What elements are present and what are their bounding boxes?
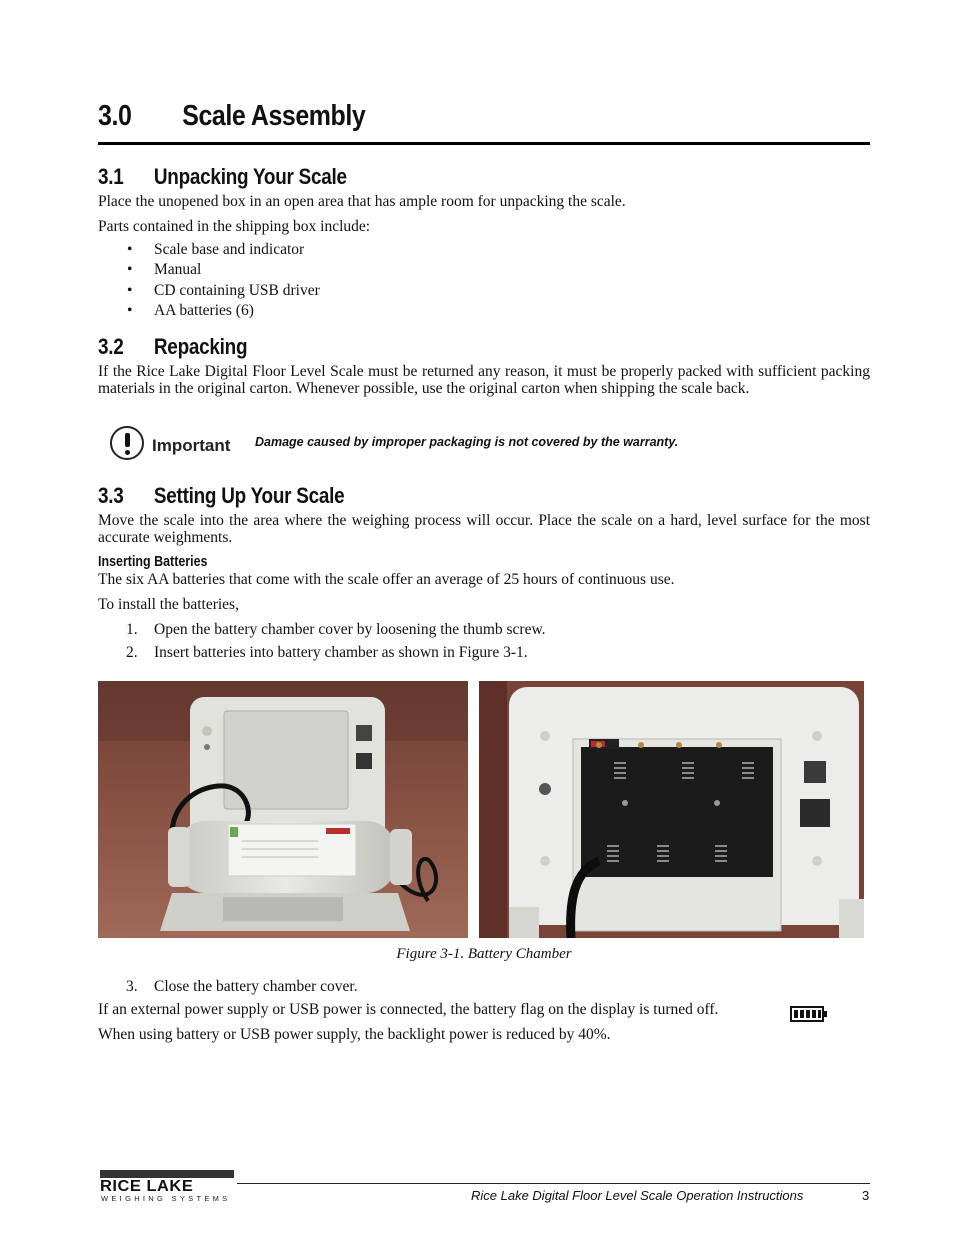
subheading-inserting-batteries: Inserting Batteries [98,554,208,570]
important-label: Important [152,436,231,455]
page-number: 3 [862,1188,870,1203]
step-number: 2. [126,644,138,661]
exclamation-circle-icon [110,426,144,460]
heading-rule [98,142,870,145]
subsection-heading-3-3 [98,483,344,509]
figure-caption: Figure 3-1. Battery Chamber [396,946,572,962]
logo-subtitle: WEIGHING SYSTEMS [101,1194,231,1203]
step-number: 1. [126,621,138,638]
subsection-number: 3.1 [98,164,124,189]
bullet: • [127,261,133,278]
list-item [0,261,954,278]
paragraph: Move the scale into the area where the weighing process will occur. Place the scale on a hard, level surface for the most accurate weighments. [98,512,870,546]
subsection-title: Setting Up Your Scale [153,483,345,508]
step-text: Open the battery chamber cover by loosening the thumb screw. [154,621,546,638]
battery-chamber-photo [479,681,864,938]
section-number: 3.0 [98,100,132,132]
paragraph: If the Rice Lake Digital Floor Level Scale must be returned any reason, it must be properly packed with sufficient packing materials in the original carton. Whenever possible, use the original carton when shipping the scale back. [98,363,870,397]
bullet: • [127,302,133,319]
paragraph: To install the batteries, [98,596,239,613]
list-item [0,282,954,299]
bullet: • [127,241,133,258]
paragraph: Parts contained in the shipping box include: [98,218,371,235]
list-item [0,241,954,258]
paragraph: When using battery or USB power supply, the backlight power is reduced by 40%. [98,1026,611,1043]
section-title: Scale Assembly [182,100,366,132]
paragraph: Place the unopened box in an open area that has ample room for unpacking the scale. [98,193,626,210]
rice-lake-logo: RICE LAKE [100,1178,194,1195]
subsection-title: Unpacking Your Scale [153,164,347,189]
subsection-heading-3-1 [98,164,347,190]
step-text: Close the battery chamber cover. [154,978,358,995]
list-item-text: AA batteries (6) [154,302,254,319]
battery-full-icon [790,1005,828,1023]
step-number: 3. [126,978,138,995]
subsection-title: Repacking [153,334,248,359]
footer-rule [237,1183,870,1184]
logo-bar [100,1170,234,1178]
subsection-number: 3.2 [98,334,124,359]
step-text: Insert batteries into battery chamber as shown in Figure 3-1. [154,644,528,661]
bullet: • [127,282,133,299]
subsection-number: 3.3 [98,483,124,508]
list-item [0,302,954,319]
important-note: Damage caused by improper packaging is not covered by the warranty. [255,435,679,449]
scale-photo-front [98,681,468,938]
footer-document-title: Rice Lake Digital Floor Level Scale Operation Instructions [471,1188,804,1203]
list-item-text: Manual [154,261,202,278]
subsection-heading-3-2 [98,334,247,360]
list-item-text: Scale base and indicator [154,241,305,258]
paragraph: If an external power supply or USB power is connected, the battery flag on the display is turned off. [98,1001,719,1018]
paragraph: The six AA batteries that come with the scale offer an average of 25 hours of continuous use. [98,571,675,588]
section-heading [98,100,365,133]
list-item-text: CD containing USB driver [154,282,320,299]
